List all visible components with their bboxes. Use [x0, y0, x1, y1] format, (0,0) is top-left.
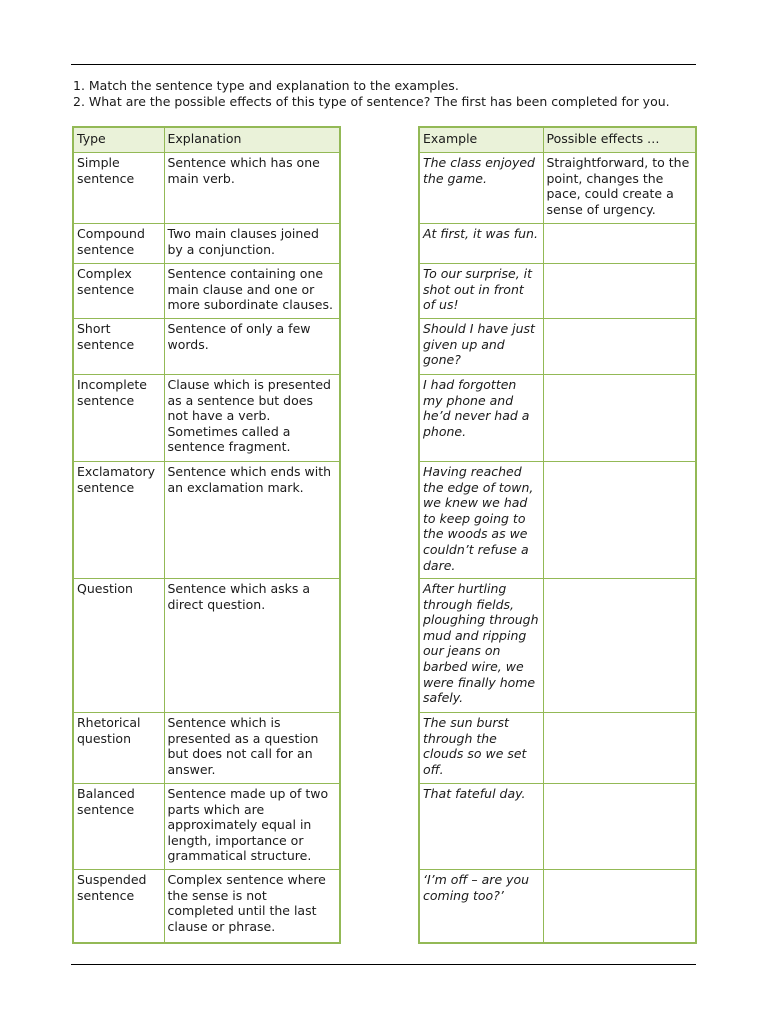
effects-cell[interactable]: [543, 579, 696, 713]
example-cell: I had forgotten my phone and he’d never had a phone.: [419, 375, 543, 462]
effects-cell[interactable]: [543, 224, 696, 264]
bottom-rule: [71, 964, 696, 965]
example-cell: At first, it was fun.: [419, 224, 543, 264]
explanation-cell: Sentence which ends with an exclamation mark.: [164, 462, 340, 579]
example-cell: ‘I’m off – are you coming too?’: [419, 870, 543, 943]
effects-cell[interactable]: [543, 375, 696, 462]
example-cell: Having reached the edge of town, we knew we had to keep going to the woods as we couldn’t refuse a dare.: [419, 462, 543, 579]
explanation-cell: Two main clauses joined by a conjunction.: [164, 224, 340, 264]
table-row: [73, 784, 340, 870]
effects-cell[interactable]: [543, 319, 696, 375]
type-cell: Exclamatory sentence: [73, 462, 164, 579]
table-row: [419, 462, 696, 579]
example-cell: To our surprise, it shot out in front of us!: [419, 264, 543, 319]
effects-cell: Straightforward, to the point, changes the pace, could create a sense of urgency.: [543, 153, 696, 224]
type-cell: Rhetorical question: [73, 713, 164, 784]
table-row: [73, 579, 340, 713]
table-row: [419, 784, 696, 870]
explanation-cell: Complex sentence where the sense is not completed until the last clause or phrase.: [164, 870, 340, 943]
type-cell: Complex sentence: [73, 264, 164, 319]
type-cell: Balanced sentence: [73, 784, 164, 870]
examples-table: [418, 126, 697, 944]
header-row: [419, 127, 696, 153]
table-row: [419, 579, 696, 713]
instruction-item: 2. What are the possible effects of this type of sentence? The first has been completed for you.: [73, 94, 670, 109]
table-row: [73, 375, 340, 462]
type-cell: Incomplete sentence: [73, 375, 164, 462]
sentence-type-table: [72, 126, 341, 944]
column-header-explanation: Explanation: [164, 127, 340, 153]
table-row: [73, 713, 340, 784]
table-row: [73, 153, 340, 224]
column-header-type: Type: [73, 127, 164, 153]
header-row: [73, 127, 340, 153]
table-row: [419, 870, 696, 943]
type-cell: Compound sentence: [73, 224, 164, 264]
instructions: [73, 78, 713, 110]
table-row: [419, 224, 696, 264]
table-row: [73, 462, 340, 579]
example-cell: Should I have just given up and gone?: [419, 319, 543, 375]
table-row: [419, 713, 696, 784]
table-row: [419, 375, 696, 462]
column-header-example: Example: [419, 127, 543, 153]
explanation-cell: Sentence which is presented as a question but does not call for an answer.: [164, 713, 340, 784]
explanation-cell: Clause which is presented as a sentence but does not have a verb. Sometimes called a sentence fragment.: [164, 375, 340, 462]
instruction-list: [73, 78, 713, 110]
type-cell: Question: [73, 579, 164, 713]
type-cell: Short sentence: [73, 319, 164, 375]
type-cell: Suspended sentence: [73, 870, 164, 943]
table-row: [73, 319, 340, 375]
table-row: [419, 264, 696, 319]
example-cell: After hurtling through fields, ploughing through mud and ripping our jeans on barbed wire, we were finally home safely.: [419, 579, 543, 713]
explanation-cell: Sentence of only a few words.: [164, 319, 340, 375]
example-cell: That fateful day.: [419, 784, 543, 870]
table-row: [419, 153, 696, 224]
table-row: [73, 264, 340, 319]
effects-cell[interactable]: [543, 713, 696, 784]
type-cell: Simple sentence: [73, 153, 164, 224]
effects-cell[interactable]: [543, 784, 696, 870]
example-cell: The sun burst through the clouds so we set off.: [419, 713, 543, 784]
explanation-cell: Sentence made up of two parts which are approximately equal in length, importance or grammatical structure.: [164, 784, 340, 870]
instruction-item: 1. Match the sentence type and explanation to the examples.: [73, 78, 459, 93]
table-row: [419, 319, 696, 375]
explanation-cell: Sentence which asks a direct question.: [164, 579, 340, 713]
effects-cell[interactable]: [543, 264, 696, 319]
effects-cell[interactable]: [543, 870, 696, 943]
example-cell: The class enjoyed the game.: [419, 153, 543, 224]
column-header-effects: Possible effects …: [543, 127, 696, 153]
table-row: [73, 224, 340, 264]
explanation-cell: Sentence containing one main clause and one or more subordinate clauses.: [164, 264, 340, 319]
explanation-cell: Sentence which has one main verb.: [164, 153, 340, 224]
effects-cell[interactable]: [543, 462, 696, 579]
top-rule: [71, 64, 696, 65]
table-row: [73, 870, 340, 943]
